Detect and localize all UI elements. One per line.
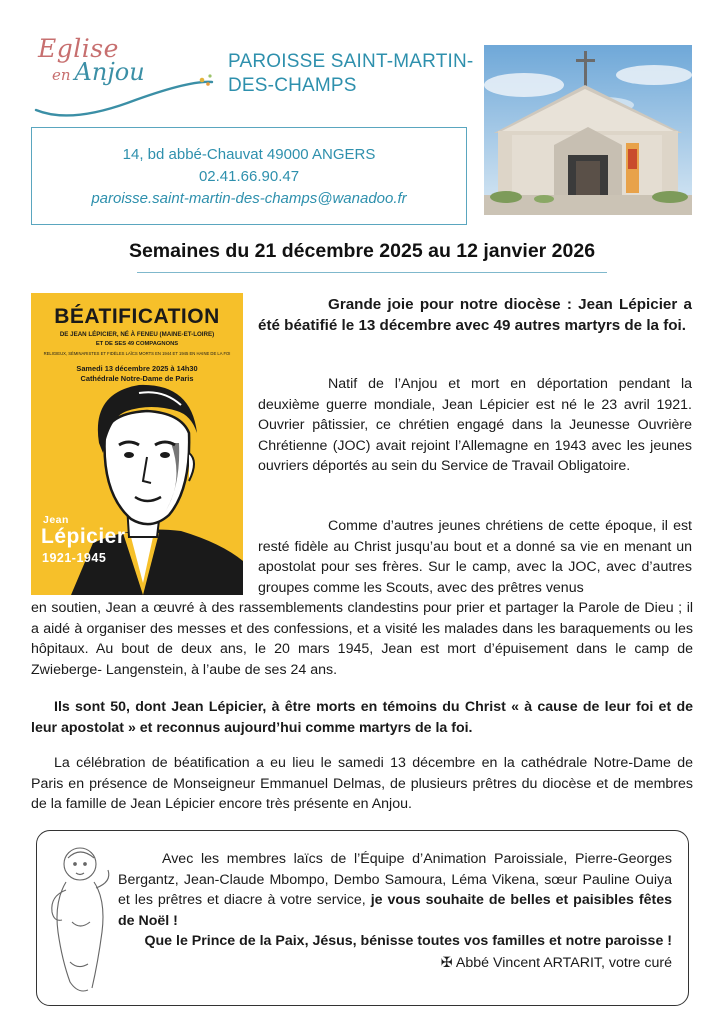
article-paragraph-2 — [258, 516, 692, 598]
article-paragraph-1-text: Natif de l’Anjou et mort en déportation pendant la deuxième guerre mondiale, Jean Lépicier est né le 23 avril 1921. Ouvrier pâtissier, ce chrétien engagé dans la Jeunesse Ouvrière Chrétienne (JOC) avait rejoint l’Allemagne en 1943 avec les jeunes ouvriers déportés au sein du Service de Travail Obligatoire. — [258, 376, 692, 474]
poster-subtitle-2: ET DE SES 49 COMPAGNONS — [95, 341, 179, 347]
parish-name — [228, 50, 478, 98]
christmas-wish: je vous souhaite de belles et paisibles fêtes de Noël ! — [118, 892, 672, 929]
weeks-title: Semaines du 21 décembre 2025 au 12 janvier 2026 — [128, 240, 596, 262]
infant-jesus-illustration — [44, 842, 118, 998]
portrait-illustration — [31, 293, 243, 595]
logo-swoosh-icon — [30, 72, 220, 122]
parish-name-line2: DES-CHAMPS — [228, 75, 357, 96]
article-paragraph-1 — [258, 374, 692, 477]
email: paroisse.saint-martin-des-champs@wanadoo.fr — [91, 190, 407, 207]
christmas-message-text: Avec les membres laïcs de l’Équipe d’Animation Paroissiale, Pierre-Georges Bergantz, Jean-Claude Mbompo, Dembo Samoura, Léma Vikena, sœur Pauline Ouiya et les prêtres et diacre à votre service, — [118, 851, 672, 908]
poster-date-line2: Cathédrale Notre-Dame de Paris — [80, 374, 194, 383]
article-highlight — [31, 697, 693, 738]
logo-en: en — [52, 66, 71, 84]
logo-anjou-text: Anjou — [74, 58, 145, 86]
logo-eglise: Eglise — [38, 34, 119, 63]
poster-first-name: Jean — [43, 514, 69, 526]
phone: 02.41.66.90.47 — [198, 168, 300, 185]
poster-subtitle-1: DE JEAN LÉPICIER, NÉ À FENEU (MAINE-ET-LOIRE) — [59, 331, 215, 338]
address: 14, bd abbé-Chauvat 49000 ANGERS — [122, 146, 376, 163]
article-paragraph-2-text: Comme d’autres jeunes chrétiens de cette époque, il est resté fidèle au Christ jusqu’au bout et a donné sa vie en menant un apostolat pour ses frères. Sur le camp, avec la JOC, avec d’autres groupes comme les Scouts, avec des prêtres venus — [258, 518, 692, 596]
poster-last-name: Lépicier — [41, 525, 126, 548]
article-intro-text: Grande joie pour notre diocèse : Jean Lépicier a été béatifié le 13 décembre avec 49 autres martyrs de la foi. — [258, 296, 692, 334]
poster-subtitle-3: RELIGIEUX, SÉMINARISTES ET FIDÈLES LAÏCS MORTS EN 1944 ET 1945 EN HAINE DE LA FOI — [43, 351, 231, 356]
church-photo — [484, 45, 692, 215]
poster-years: 1921-1945 — [42, 551, 107, 565]
poster-date-line1: Samedi 13 décembre 2025 à 14h30 — [76, 364, 198, 373]
christmas-message — [118, 849, 672, 931]
poster-heading: BÉATIFICATION — [54, 305, 220, 328]
contact-box — [31, 127, 467, 225]
article-highlight-text: Ils sont 50, dont Jean Lépicier, à être morts en témoins du Christ « à cause de leur foi et de leur apostolat » et reconnus aujourd’hui comme martyrs de la foi. — [31, 699, 693, 736]
article-paragraph-3-text: La célébration de béatification a eu lieu le samedi 13 décembre en la cathédrale Notre-Dame de Paris en présence de Monseigneur Emmanuel Delmas, de plusieurs prêtres du diocèse et de membres de la famille de Jean Lépicier encore très présente en Anjou. — [31, 755, 693, 812]
article-paragraph-2-continued: en soutien, Jean a œuvré à des rassemblements clandestins pour prier et partager la Parole de Dieu ; il a aidé à organiser des messes et des confessions, et a visité les malades dans les baraquements ou les hôpitaux. Au bout de deux ans, le 20 mars 1945, Jean est mort d’épuisement dans le camp de Zwieberge- Langenstein, à l’aube de ses 24 ans. — [31, 600, 693, 678]
parish-name-line1: PAROISSE SAINT-MARTIN- — [228, 51, 474, 72]
signature: ✠ Abbé Vincent ARTARIT, votre curé — [440, 955, 672, 971]
title-divider — [137, 272, 607, 273]
article-paragraph-3 — [31, 753, 693, 815]
beatification-poster — [31, 293, 243, 595]
blessing: Que le Prince de la Paix, Jésus, bénisse toutes vos familles et notre paroisse ! — [144, 933, 672, 949]
article-intro — [258, 294, 692, 336]
